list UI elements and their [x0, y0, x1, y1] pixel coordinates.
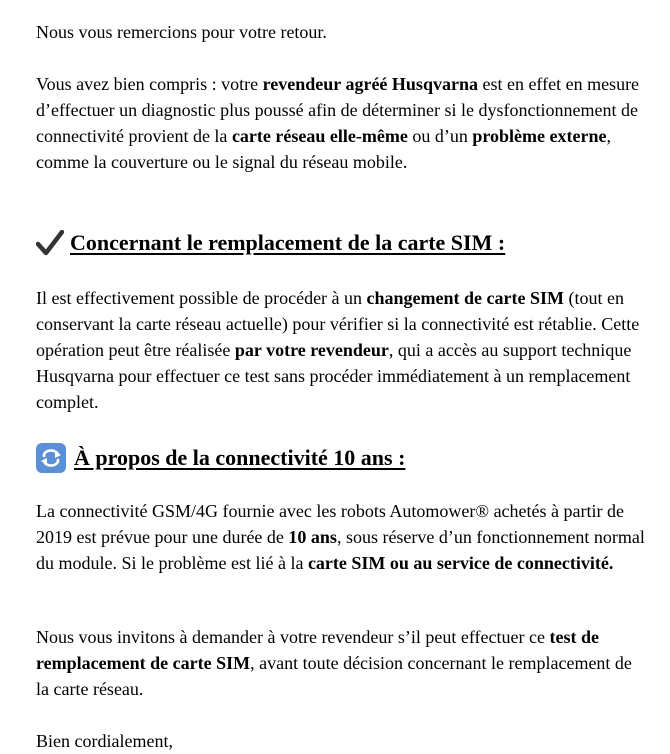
bold-sim-service: carte SIM ou au service de connectivité.	[307, 553, 614, 573]
bold-by-dealer: par votre revendeur	[234, 340, 389, 360]
heading-text: À propos de la connectivité 10 ans :	[74, 445, 406, 470]
connectivity-paragraph	[36, 498, 646, 576]
invitation-paragraph	[36, 624, 646, 702]
repeat-arrows-icon	[36, 443, 66, 473]
text-segment: (tout en conservant la carte réseau actuelle) pour vérifier si la connectivité est rétablie. Cette opération peut être réalisée	[36, 288, 640, 360]
text-segment: La connectivité GSM/4G fournie avec les robots Automower® achetés à partir de 2019 est prévue pour une durée de	[36, 501, 624, 547]
text-segment: , sous réserve d’un fonctionnement normal du module. Si le problème est lié à la	[36, 527, 645, 573]
closing-line: Bien cordialement,	[36, 731, 173, 751]
bold-sim-change: changement de carte SIM	[366, 288, 565, 308]
bold-sim-test: test de remplacement de carte SIM	[36, 627, 599, 673]
text-segment: Il est effectivement possible de procéder à un	[36, 288, 367, 308]
bold-network-card: carte réseau elle-même	[231, 126, 408, 146]
heading-text: Concernant le remplacement de la carte SIM :	[70, 230, 506, 255]
sim-change-paragraph	[36, 285, 646, 415]
text-segment: ou d’un	[407, 126, 473, 146]
connectivity-heading	[36, 443, 646, 473]
text-segment: , avant toute décision concernant le remplacement de la carte réseau.	[36, 653, 632, 699]
thanks-paragraph: Nous vous remercions pour votre retour.	[36, 22, 327, 42]
bold-ten-years: 10 ans	[288, 527, 337, 547]
check-mark-icon	[36, 230, 64, 256]
text-segment: est en effet en mesure d’effectuer un diagnostic plus poussé afin de déterminer si le dysfonctionnement de connectivité provient de la	[36, 74, 640, 146]
text-segment: , comme la couverture ou le signal du réseau mobile.	[36, 126, 611, 172]
text-segment: Vous avez bien compris : votre	[36, 74, 263, 94]
text-segment: , qui a accès au support technique Husqvarna pour effectuer ce test sans procéder immédiatement à un remplacement complet.	[36, 340, 632, 412]
sim-replacement-heading	[36, 229, 646, 257]
bold-dealer: revendeur agréé Husqvarna	[262, 74, 478, 94]
dealer-diagnostic-paragraph	[36, 71, 646, 175]
bold-external-problem: problème externe	[472, 126, 607, 146]
text-segment: Nous vous invitons à demander à votre revendeur s’il peut effectuer ce	[36, 627, 550, 647]
